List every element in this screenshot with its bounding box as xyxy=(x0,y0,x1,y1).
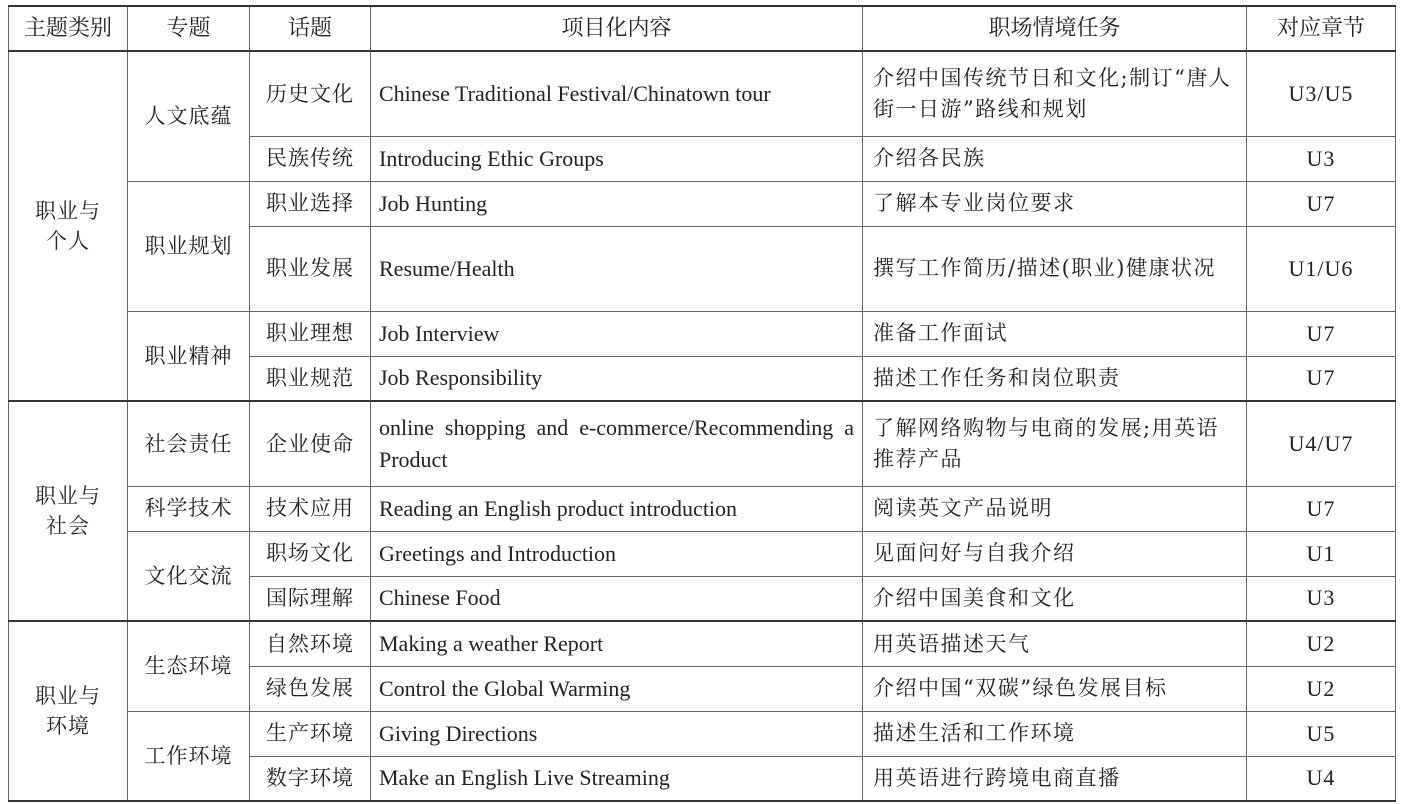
table-row xyxy=(9,531,1396,576)
category-label-line2: 个人 xyxy=(46,229,90,253)
header-topic: 专题 xyxy=(128,6,250,51)
topic-cell: 社会责任 xyxy=(128,401,250,486)
content-cell: Chinese Food xyxy=(371,576,863,621)
task-cell: 用英语进行跨境电商直播 xyxy=(863,756,1247,801)
chapter-cell: U4/U7 xyxy=(1247,401,1396,486)
task-cell: 准备工作面试 xyxy=(863,311,1247,356)
subject-cell: 技术应用 xyxy=(250,486,371,531)
task-cell: 了解本专业岗位要求 xyxy=(863,181,1247,226)
chapter-cell: U1 xyxy=(1247,531,1396,576)
table-row xyxy=(9,486,1396,531)
task-cell: 介绍中国传统节日和文化;制订“唐人街一日游”路线和规划 xyxy=(863,51,1247,136)
subject-cell: 自然环境 xyxy=(250,621,371,666)
chapter-cell: U7 xyxy=(1247,181,1396,226)
table-row xyxy=(9,311,1396,356)
task-cell: 撰写工作简历/描述(职业)健康状况 xyxy=(863,226,1247,311)
task-cell: 介绍中国美食和文化 xyxy=(863,576,1247,621)
content-cell: Giving Directions xyxy=(371,711,863,756)
task-cell: 描述工作任务和岗位职责 xyxy=(863,356,1247,401)
content-cell: Job Hunting xyxy=(371,181,863,226)
table-row xyxy=(9,51,1396,136)
content-cell: Greetings and Introduction xyxy=(371,531,863,576)
subject-cell: 民族传统 xyxy=(250,136,371,181)
subject-cell: 职业规范 xyxy=(250,356,371,401)
chapter-cell: U2 xyxy=(1247,621,1396,666)
category-label-line2: 社会 xyxy=(46,514,90,538)
topic-cell: 文化交流 xyxy=(128,531,250,621)
header-subject: 话题 xyxy=(250,6,371,51)
topic-cell: 职业规划 xyxy=(128,181,250,311)
category-cell xyxy=(9,51,128,401)
chapter-cell: U5 xyxy=(1247,711,1396,756)
category-label-line1: 职业与 xyxy=(35,683,101,708)
content-cell: online shopping and e-commerce/Recommending a Product xyxy=(371,401,863,486)
chapter-cell: U1/U6 xyxy=(1247,226,1396,311)
topic-cell: 职业精神 xyxy=(128,311,250,401)
table-row xyxy=(9,621,1396,666)
curriculum-table-container xyxy=(8,5,1395,800)
subject-cell: 绿色发展 xyxy=(250,666,371,711)
topic-cell: 生态环境 xyxy=(128,621,250,711)
subject-cell: 国际理解 xyxy=(250,576,371,621)
content-cell: Resume/Health xyxy=(371,226,863,311)
topic-cell: 人文底蕴 xyxy=(128,51,250,181)
chapter-cell: U7 xyxy=(1247,311,1396,356)
chapter-cell: U3 xyxy=(1247,576,1396,621)
subject-cell: 历史文化 xyxy=(250,51,371,136)
task-cell: 了解网络购物与电商的发展;用英语推荐产品 xyxy=(863,401,1247,486)
header-category: 主题类别 xyxy=(9,6,128,51)
table-row xyxy=(9,711,1396,756)
subject-cell: 职场文化 xyxy=(250,531,371,576)
header-row xyxy=(9,6,1396,51)
topic-cell: 工作环境 xyxy=(128,711,250,801)
task-cell: 介绍中国“双碳”绿色发展目标 xyxy=(863,666,1247,711)
content-cell: Chinese Traditional Festival/Chinatown tour xyxy=(371,51,863,136)
category-label-line1: 职业与 xyxy=(35,198,101,223)
content-cell: Reading an English product introduction xyxy=(371,486,863,531)
task-cell: 介绍各民族 xyxy=(863,136,1247,181)
chapter-cell: U4 xyxy=(1247,756,1396,801)
content-cell: Job Interview xyxy=(371,311,863,356)
curriculum-table xyxy=(8,5,1396,802)
category-label-line2: 环境 xyxy=(46,714,90,738)
subject-cell: 数字环境 xyxy=(250,756,371,801)
chapter-cell: U7 xyxy=(1247,486,1396,531)
category-label-line1: 职业与 xyxy=(35,483,101,508)
content-cell: Job Responsibility xyxy=(371,356,863,401)
subject-cell: 职业发展 xyxy=(250,226,371,311)
subject-cell: 职业理想 xyxy=(250,311,371,356)
content-cell: Make an English Live Streaming xyxy=(371,756,863,801)
task-cell: 描述生活和工作环境 xyxy=(863,711,1247,756)
chapter-cell: U3/U5 xyxy=(1247,51,1396,136)
header-content: 项目化内容 xyxy=(371,6,863,51)
subject-cell: 企业使命 xyxy=(250,401,371,486)
chapter-cell: U3 xyxy=(1247,136,1396,181)
category-cell xyxy=(9,401,128,621)
content-cell: Control the Global Warming xyxy=(371,666,863,711)
topic-cell: 科学技术 xyxy=(128,486,250,531)
subject-cell: 职业选择 xyxy=(250,181,371,226)
chapter-cell: U7 xyxy=(1247,356,1396,401)
task-cell: 用英语描述天气 xyxy=(863,621,1247,666)
table-row xyxy=(9,401,1396,486)
header-chapter: 对应章节 xyxy=(1247,6,1396,51)
content-cell: Making a weather Report xyxy=(371,621,863,666)
subject-cell: 生产环境 xyxy=(250,711,371,756)
table-row xyxy=(9,181,1396,226)
chapter-cell: U2 xyxy=(1247,666,1396,711)
task-cell: 见面问好与自我介绍 xyxy=(863,531,1247,576)
content-cell: Introducing Ethic Groups xyxy=(371,136,863,181)
category-cell xyxy=(9,621,128,801)
header-task: 职场情境任务 xyxy=(863,6,1247,51)
task-cell: 阅读英文产品说明 xyxy=(863,486,1247,531)
